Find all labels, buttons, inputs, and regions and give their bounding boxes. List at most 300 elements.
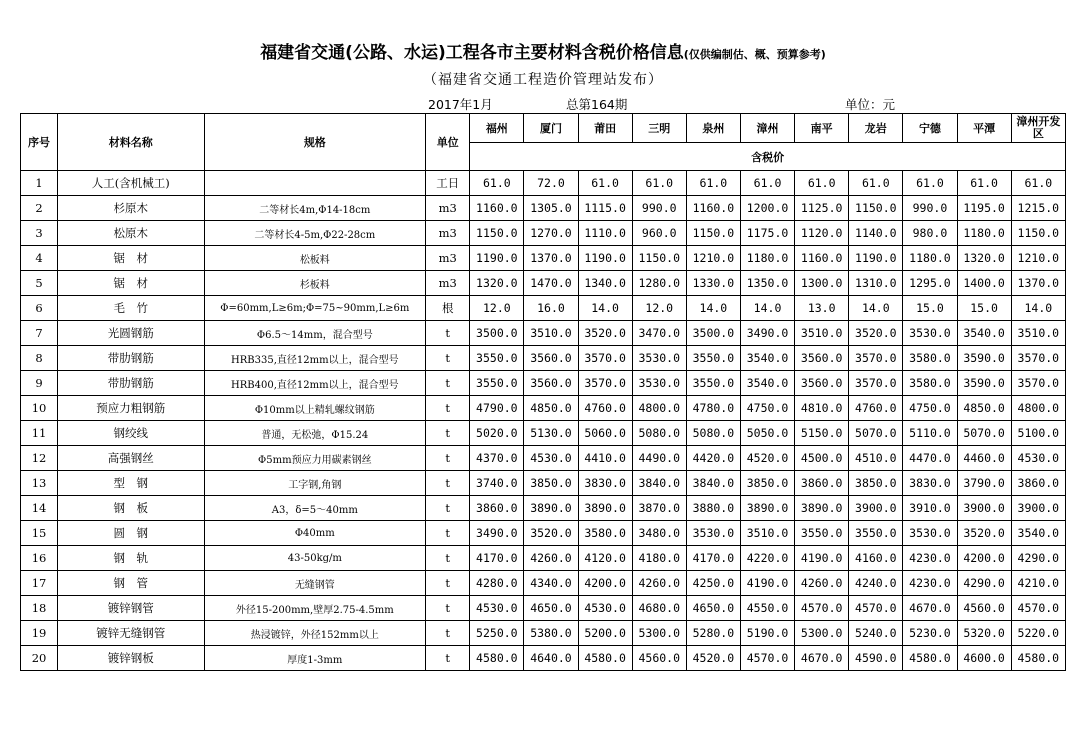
row-spec: 松板料 xyxy=(204,246,426,271)
row-spec: 厚度1-3mm xyxy=(204,646,426,671)
row-price: 980.0 xyxy=(903,221,957,246)
row-price: 5190.0 xyxy=(740,621,794,646)
row-material-name: 镀锌无缝钢管 xyxy=(58,621,204,646)
row-spec: Φ5mm预应力用碳素钢丝 xyxy=(204,446,426,471)
row-price: 4580.0 xyxy=(1011,646,1065,671)
row-price: 4210.0 xyxy=(1011,571,1065,596)
row-seq: 10 xyxy=(21,396,58,421)
row-price: 5080.0 xyxy=(632,421,686,446)
row-price: 1320.0 xyxy=(957,246,1011,271)
row-price: 4460.0 xyxy=(957,446,1011,471)
row-seq: 12 xyxy=(21,446,58,471)
row-price: 3590.0 xyxy=(957,346,1011,371)
row-price: 4220.0 xyxy=(740,546,794,571)
row-price: 4750.0 xyxy=(903,396,957,421)
row-seq: 7 xyxy=(21,321,58,346)
row-spec: Φ=60mm,L≥6m;Φ=75~90mm,L≥6m xyxy=(204,296,426,321)
row-seq: 17 xyxy=(21,571,58,596)
row-price: 1320.0 xyxy=(470,271,524,296)
row-price: 3890.0 xyxy=(578,496,632,521)
row-material-name: 预应力粗钢筋 xyxy=(58,396,204,421)
row-spec: 外径15-200mm,壁厚2.75-4.5mm xyxy=(204,596,426,621)
row-seq: 19 xyxy=(21,621,58,646)
header-unit: 单位 xyxy=(426,114,470,171)
row-price: 3550.0 xyxy=(686,346,740,371)
row-seq: 11 xyxy=(21,421,58,446)
row-price: 3860.0 xyxy=(470,496,524,521)
row-price: 1150.0 xyxy=(849,196,903,221)
row-seq: 18 xyxy=(21,596,58,621)
header-city: 平潭 xyxy=(957,114,1011,143)
row-price: 3510.0 xyxy=(795,321,849,346)
row-spec: 普通，无松弛，Φ15.24 xyxy=(204,421,426,446)
row-price: 61.0 xyxy=(1011,171,1065,196)
table-row xyxy=(21,571,1066,596)
row-spec: Φ40mm xyxy=(204,521,426,546)
row-price: 1300.0 xyxy=(795,271,849,296)
row-price: 5280.0 xyxy=(686,621,740,646)
row-price: 3520.0 xyxy=(957,521,1011,546)
row-price: 4530.0 xyxy=(578,596,632,621)
row-price: 61.0 xyxy=(957,171,1011,196)
row-price: 5150.0 xyxy=(795,421,849,446)
row-price: 4600.0 xyxy=(957,646,1011,671)
document-title xyxy=(0,38,1086,63)
row-price: 4230.0 xyxy=(903,571,957,596)
header-name: 材料名称 xyxy=(58,114,204,171)
row-price: 3830.0 xyxy=(578,471,632,496)
row-price: 4790.0 xyxy=(470,396,524,421)
row-price: 1295.0 xyxy=(903,271,957,296)
row-price: 1305.0 xyxy=(524,196,578,221)
row-price: 4490.0 xyxy=(632,446,686,471)
row-price: 3570.0 xyxy=(1011,346,1065,371)
row-price: 960.0 xyxy=(632,221,686,246)
table-row xyxy=(21,596,1066,621)
row-price: 3860.0 xyxy=(795,471,849,496)
row-unit: t xyxy=(426,521,470,546)
row-price: 5200.0 xyxy=(578,621,632,646)
row-seq: 9 xyxy=(21,371,58,396)
row-price: 3510.0 xyxy=(740,521,794,546)
row-price: 1210.0 xyxy=(686,246,740,271)
row-price: 3900.0 xyxy=(1011,496,1065,521)
row-spec: HRB400,直径12mm以上，混合型号 xyxy=(204,371,426,396)
row-material-name: 锯 材 xyxy=(58,271,204,296)
row-unit: t xyxy=(426,446,470,471)
row-price: 5130.0 xyxy=(524,421,578,446)
row-price: 14.0 xyxy=(1011,296,1065,321)
header-city: 漳州 xyxy=(740,114,794,143)
row-price: 3890.0 xyxy=(795,496,849,521)
row-spec: Φ10mm以上精轧螺纹钢筋 xyxy=(204,396,426,421)
price-table xyxy=(20,113,1066,671)
row-price: 1190.0 xyxy=(849,246,903,271)
row-price: 4590.0 xyxy=(849,646,903,671)
row-price: 1180.0 xyxy=(740,246,794,271)
row-unit: t xyxy=(426,371,470,396)
row-price: 61.0 xyxy=(903,171,957,196)
row-price: 61.0 xyxy=(849,171,903,196)
row-price: 4170.0 xyxy=(686,546,740,571)
row-price: 3560.0 xyxy=(524,371,578,396)
row-price: 4290.0 xyxy=(1011,546,1065,571)
row-price: 3540.0 xyxy=(740,346,794,371)
row-price: 1190.0 xyxy=(470,246,524,271)
row-price: 5240.0 xyxy=(849,621,903,646)
row-price: 1350.0 xyxy=(740,271,794,296)
table-row xyxy=(21,221,1066,246)
row-price: 4580.0 xyxy=(903,646,957,671)
row-spec: 杉板料 xyxy=(204,271,426,296)
row-spec: 无缝钢管 xyxy=(204,571,426,596)
row-price: 3910.0 xyxy=(903,496,957,521)
row-price: 1150.0 xyxy=(686,221,740,246)
row-price: 14.0 xyxy=(686,296,740,321)
row-price: 1330.0 xyxy=(686,271,740,296)
header-city: 宁德 xyxy=(903,114,957,143)
row-price: 3520.0 xyxy=(524,521,578,546)
row-price: 5100.0 xyxy=(1011,421,1065,446)
row-price: 3530.0 xyxy=(632,371,686,396)
row-price: 3500.0 xyxy=(470,321,524,346)
publisher-line: （福建省交通工程造价管理站发布） xyxy=(423,72,663,88)
row-price: 3560.0 xyxy=(795,346,849,371)
row-price: 3550.0 xyxy=(686,371,740,396)
row-material-name: 圆 钢 xyxy=(58,521,204,546)
row-price: 4750.0 xyxy=(740,396,794,421)
header-city: 龙岩 xyxy=(849,114,903,143)
header-city: 三明 xyxy=(632,114,686,143)
row-price: 4570.0 xyxy=(849,596,903,621)
row-material-name: 高强钢丝 xyxy=(58,446,204,471)
row-price: 61.0 xyxy=(795,171,849,196)
row-price: 3590.0 xyxy=(957,371,1011,396)
row-price: 3850.0 xyxy=(740,471,794,496)
row-spec: 热浸镀锌，外径152mm以上 xyxy=(204,621,426,646)
row-price: 1160.0 xyxy=(686,196,740,221)
issue-number: 总第164期 xyxy=(566,97,628,112)
row-price: 3500.0 xyxy=(686,321,740,346)
row-price: 4680.0 xyxy=(632,596,686,621)
row-price: 4520.0 xyxy=(740,446,794,471)
table-row xyxy=(21,446,1066,471)
row-material-name: 杉原木 xyxy=(58,196,204,221)
table-row xyxy=(21,546,1066,571)
row-price: 4530.0 xyxy=(470,596,524,621)
table-row xyxy=(21,496,1066,521)
row-price: 3580.0 xyxy=(578,521,632,546)
row-price: 3510.0 xyxy=(1011,321,1065,346)
row-seq: 5 xyxy=(21,271,58,296)
row-price: 1340.0 xyxy=(578,271,632,296)
row-price: 3560.0 xyxy=(524,346,578,371)
row-price: 3550.0 xyxy=(470,346,524,371)
row-price: 3890.0 xyxy=(740,496,794,521)
row-price: 4280.0 xyxy=(470,571,524,596)
row-seq: 14 xyxy=(21,496,58,521)
row-price: 5110.0 xyxy=(903,421,957,446)
row-price: 1120.0 xyxy=(795,221,849,246)
row-price: 3530.0 xyxy=(903,521,957,546)
row-unit: t xyxy=(426,396,470,421)
row-price: 13.0 xyxy=(795,296,849,321)
row-price: 4850.0 xyxy=(524,396,578,421)
row-price: 4530.0 xyxy=(1011,446,1065,471)
header-seq: 序号 xyxy=(21,114,58,171)
row-spec: A3，δ=5～40mm xyxy=(204,496,426,521)
header-row-cities xyxy=(21,114,1066,143)
row-price: 5050.0 xyxy=(740,421,794,446)
row-price: 1280.0 xyxy=(632,271,686,296)
row-price: 4650.0 xyxy=(524,596,578,621)
row-price: 1180.0 xyxy=(903,246,957,271)
row-price: 16.0 xyxy=(524,296,578,321)
row-unit: t xyxy=(426,571,470,596)
row-seq: 15 xyxy=(21,521,58,546)
row-unit: t xyxy=(426,596,470,621)
row-spec xyxy=(204,171,426,196)
row-spec: Φ6.5～14mm，混合型号 xyxy=(204,321,426,346)
table-row xyxy=(21,196,1066,221)
row-material-name: 型 钢 xyxy=(58,471,204,496)
row-material-name: 人工(含机械工) xyxy=(58,171,204,196)
row-price: 3570.0 xyxy=(578,346,632,371)
row-price: 3550.0 xyxy=(470,371,524,396)
row-price: 4190.0 xyxy=(740,571,794,596)
row-price: 1400.0 xyxy=(957,271,1011,296)
row-material-name: 松原木 xyxy=(58,221,204,246)
row-price: 15.0 xyxy=(957,296,1011,321)
row-material-name: 镀锌钢管 xyxy=(58,596,204,621)
row-price: 4200.0 xyxy=(578,571,632,596)
row-seq: 6 xyxy=(21,296,58,321)
row-price: 3560.0 xyxy=(795,371,849,396)
row-material-name: 镀锌钢板 xyxy=(58,646,204,671)
row-price: 3540.0 xyxy=(957,321,1011,346)
row-price: 4180.0 xyxy=(632,546,686,571)
row-price: 3490.0 xyxy=(740,321,794,346)
row-unit: m3 xyxy=(426,221,470,246)
issue-date: 2017年1月 xyxy=(428,97,493,112)
row-material-name: 带肋钢筋 xyxy=(58,346,204,371)
row-unit: 根 xyxy=(426,296,470,321)
row-price: 1110.0 xyxy=(578,221,632,246)
row-price: 4290.0 xyxy=(957,571,1011,596)
table-row xyxy=(21,346,1066,371)
row-price: 4760.0 xyxy=(578,396,632,421)
row-price: 4800.0 xyxy=(632,396,686,421)
row-price: 3830.0 xyxy=(903,471,957,496)
row-price: 3550.0 xyxy=(795,521,849,546)
row-price: 12.0 xyxy=(632,296,686,321)
row-price: 3890.0 xyxy=(524,496,578,521)
row-spec: 43-50kg/m xyxy=(204,546,426,571)
row-price: 3470.0 xyxy=(632,321,686,346)
row-price: 5220.0 xyxy=(1011,621,1065,646)
row-price: 1180.0 xyxy=(957,221,1011,246)
row-price: 5070.0 xyxy=(957,421,1011,446)
row-price: 4650.0 xyxy=(686,596,740,621)
row-price: 5300.0 xyxy=(795,621,849,646)
row-price: 4120.0 xyxy=(578,546,632,571)
row-price: 1470.0 xyxy=(524,271,578,296)
row-seq: 2 xyxy=(21,196,58,221)
row-price: 3540.0 xyxy=(1011,521,1065,546)
title-main: 福建省交通(公路、水运)工程各市主要材料含税价格信息 xyxy=(260,43,684,63)
row-price: 14.0 xyxy=(578,296,632,321)
row-unit: m3 xyxy=(426,196,470,221)
row-price: 4760.0 xyxy=(849,396,903,421)
row-price: 1270.0 xyxy=(524,221,578,246)
row-seq: 1 xyxy=(21,171,58,196)
row-price: 3550.0 xyxy=(849,521,903,546)
unit-label: 单位：元 xyxy=(845,97,896,112)
row-price: 5300.0 xyxy=(632,621,686,646)
row-price: 4470.0 xyxy=(903,446,957,471)
row-price: 1370.0 xyxy=(1011,271,1065,296)
row-price: 4410.0 xyxy=(578,446,632,471)
row-price: 3570.0 xyxy=(849,371,903,396)
row-price: 1210.0 xyxy=(1011,246,1065,271)
row-spec: 二等材长4-5m,Φ22-28cm xyxy=(204,221,426,246)
row-price: 3850.0 xyxy=(524,471,578,496)
table-row xyxy=(21,471,1066,496)
row-price: 4250.0 xyxy=(686,571,740,596)
row-unit: t xyxy=(426,471,470,496)
row-price: 4800.0 xyxy=(1011,396,1065,421)
row-unit: t xyxy=(426,546,470,571)
header-city: 厦门 xyxy=(524,114,578,143)
header-city: 莆田 xyxy=(578,114,632,143)
table-row xyxy=(21,396,1066,421)
row-price: 4640.0 xyxy=(524,646,578,671)
table-row xyxy=(21,321,1066,346)
row-price: 4560.0 xyxy=(957,596,1011,621)
row-seq: 13 xyxy=(21,471,58,496)
row-price: 4550.0 xyxy=(740,596,794,621)
row-price: 990.0 xyxy=(903,196,957,221)
header-city: 福州 xyxy=(470,114,524,143)
row-price: 1195.0 xyxy=(957,196,1011,221)
row-price: 3530.0 xyxy=(632,346,686,371)
row-price: 3480.0 xyxy=(632,521,686,546)
row-price: 3840.0 xyxy=(632,471,686,496)
row-price: 1150.0 xyxy=(632,246,686,271)
row-price: 3490.0 xyxy=(470,521,524,546)
row-price: 4810.0 xyxy=(795,396,849,421)
row-price: 4200.0 xyxy=(957,546,1011,571)
row-price: 4780.0 xyxy=(686,396,740,421)
row-price: 5380.0 xyxy=(524,621,578,646)
row-price: 61.0 xyxy=(578,171,632,196)
row-price: 3580.0 xyxy=(903,371,957,396)
row-material-name: 钢 管 xyxy=(58,571,204,596)
row-price: 1190.0 xyxy=(578,246,632,271)
row-price: 3860.0 xyxy=(1011,471,1065,496)
table-row xyxy=(21,646,1066,671)
row-price: 5080.0 xyxy=(686,421,740,446)
row-price: 3530.0 xyxy=(686,521,740,546)
row-price: 1175.0 xyxy=(740,221,794,246)
row-material-name: 钢 板 xyxy=(58,496,204,521)
row-price: 4370.0 xyxy=(470,446,524,471)
row-price: 4570.0 xyxy=(795,596,849,621)
row-price: 61.0 xyxy=(470,171,524,196)
row-price: 4530.0 xyxy=(524,446,578,471)
table-row xyxy=(21,296,1066,321)
row-price: 72.0 xyxy=(524,171,578,196)
table-row xyxy=(21,371,1066,396)
row-unit: t xyxy=(426,621,470,646)
row-price: 4520.0 xyxy=(686,646,740,671)
row-price: 1150.0 xyxy=(470,221,524,246)
row-unit: t xyxy=(426,321,470,346)
row-price: 3530.0 xyxy=(903,321,957,346)
row-price: 15.0 xyxy=(903,296,957,321)
header-city: 南平 xyxy=(795,114,849,143)
row-price: 3870.0 xyxy=(632,496,686,521)
row-price: 3740.0 xyxy=(470,471,524,496)
row-price: 4340.0 xyxy=(524,571,578,596)
table-row xyxy=(21,246,1066,271)
row-price: 3580.0 xyxy=(903,346,957,371)
row-unit: 工日 xyxy=(426,171,470,196)
row-price: 5070.0 xyxy=(849,421,903,446)
row-price: 4570.0 xyxy=(1011,596,1065,621)
row-unit: t xyxy=(426,346,470,371)
row-price: 61.0 xyxy=(632,171,686,196)
table-row xyxy=(21,271,1066,296)
table-row xyxy=(21,521,1066,546)
row-price: 1115.0 xyxy=(578,196,632,221)
row-price: 3520.0 xyxy=(849,321,903,346)
row-price: 1125.0 xyxy=(795,196,849,221)
row-price: 4510.0 xyxy=(849,446,903,471)
row-price: 3840.0 xyxy=(686,471,740,496)
row-price: 1160.0 xyxy=(470,196,524,221)
row-price: 4260.0 xyxy=(524,546,578,571)
row-unit: m3 xyxy=(426,246,470,271)
row-price: 4670.0 xyxy=(903,596,957,621)
row-price: 5230.0 xyxy=(903,621,957,646)
row-material-name: 光圆钢筋 xyxy=(58,321,204,346)
row-price: 5020.0 xyxy=(470,421,524,446)
row-seq: 20 xyxy=(21,646,58,671)
row-price: 4240.0 xyxy=(849,571,903,596)
row-price: 1310.0 xyxy=(849,271,903,296)
row-price: 3900.0 xyxy=(957,496,1011,521)
row-price: 4230.0 xyxy=(903,546,957,571)
row-price: 3900.0 xyxy=(849,496,903,521)
row-price: 4580.0 xyxy=(470,646,524,671)
row-price: 4500.0 xyxy=(795,446,849,471)
title-note: (仅供编制估、概、预算参考) xyxy=(683,48,826,61)
row-material-name: 钢绞线 xyxy=(58,421,204,446)
row-price: 4260.0 xyxy=(632,571,686,596)
row-price: 3880.0 xyxy=(686,496,740,521)
row-price: 1140.0 xyxy=(849,221,903,246)
row-price: 4420.0 xyxy=(686,446,740,471)
row-unit: t xyxy=(426,646,470,671)
row-price: 1150.0 xyxy=(1011,221,1065,246)
row-seq: 16 xyxy=(21,546,58,571)
row-material-name: 锯 材 xyxy=(58,246,204,271)
row-price: 4850.0 xyxy=(957,396,1011,421)
row-unit: t xyxy=(426,496,470,521)
row-seq: 4 xyxy=(21,246,58,271)
row-price: 61.0 xyxy=(686,171,740,196)
